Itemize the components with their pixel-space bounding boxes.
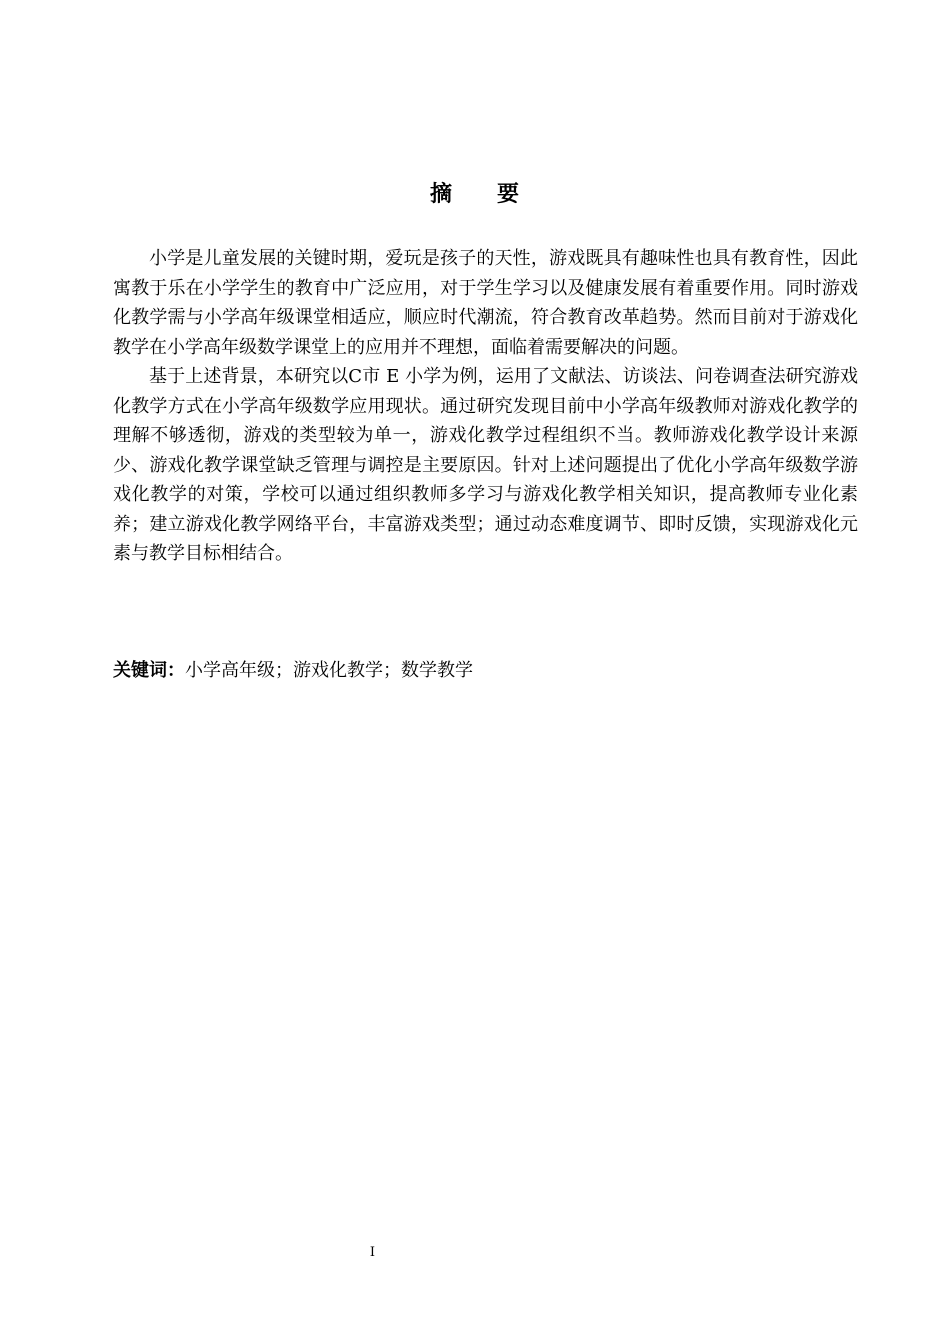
keywords-label: 关键词： (113, 660, 185, 681)
abstract-paragraph-2: 基于上述背景，本研究以C市 E 小学为例，运用了文献法、访谈法、问卷调查法研究游戏化教学方式在小学高年级数学应用现状。通过研究发现目前中小学高年级教师对游戏化教学的理解不够透彻，游戏的类型较为单一，游戏化教学过程组织不当。教师游戏化教学设计来源少、游戏化教学课堂缺乏管理与调控是主要原因。针对上述问题提出了优化小学高年级数学游戏化教学的对策，学校可以通过组织教师多学习与游戏化教学相关知识，提高教师专业化素养；建立游戏化教学网络平台，丰富游戏类型；通过动态难度调节、即时反馈，实现游戏化元素与教学目标相结合。 (113, 366, 858, 564)
page-number: I (369, 1245, 376, 1260)
title-char-1: 摘 (429, 182, 453, 207)
page-title (0, 178, 950, 212)
keywords-value: 小学高年级；游戏化教学；数学教学 (185, 660, 473, 681)
abstract-body (113, 244, 858, 569)
keywords-line (113, 656, 858, 686)
title-char-2: 要 (497, 182, 521, 207)
abstract-paragraph-1: 小学是儿童发展的关键时期，爱玩是孩子的天性，游戏既具有趣味性也具有教育性，因此寓教于乐在小学学生的教育中广泛应用，对于学生学习以及健康发展有着重要作用。同时游戏化教学需与小学高年级课堂相适应，顺应时代潮流，符合教育改革趋势。然而目前对于游戏化教学在小学高年级数学课堂上的应用并不理想，面临着需要解决的问题。 (113, 248, 858, 358)
